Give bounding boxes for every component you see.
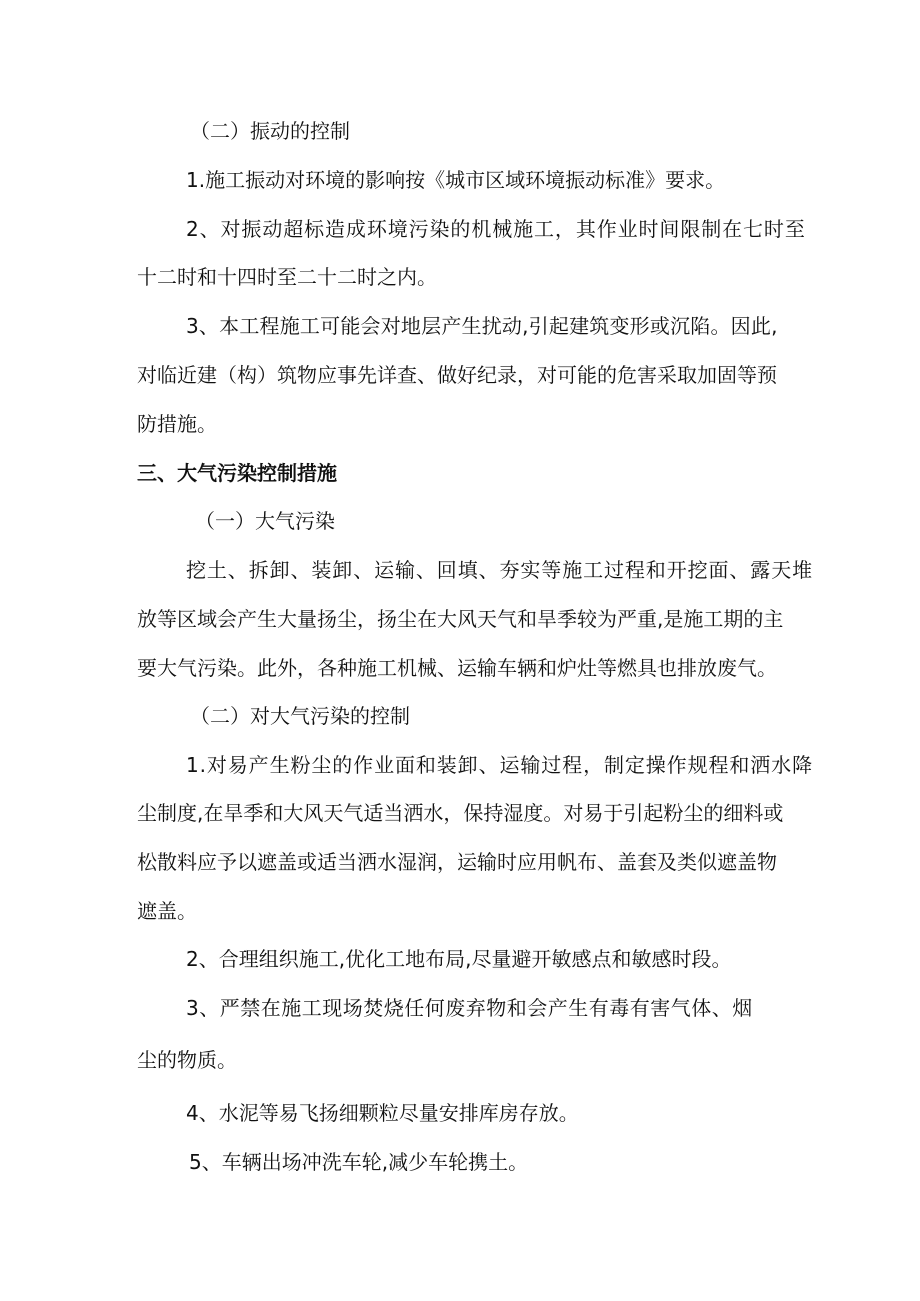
air-control-item-3-line-2: 尘的物质。 — [137, 1048, 237, 1072]
vibration-item-3-line-2: 对临近建（构）筑物应事先详查、做好纪录，对可能的危害采取加固等预 — [137, 363, 777, 387]
air-control-item-5: 5、车辆出场冲洗车轮,减少车轮携土。 — [189, 1150, 529, 1174]
vibration-item-2-line-2: 十二时和十四时至二十二时之内。 — [137, 265, 437, 289]
air-control-item-3-line-1: 3、严禁在施工现场焚烧任何废弃物和会产生有毒有害气体、烟 — [186, 996, 753, 1020]
vibration-item-3-line-3: 防措施。 — [137, 412, 217, 436]
air-control-item-1-line-3: 松散料应予以遮盖或适当洒水湿润，运输时应用帆布、盖套及类似遮盖物 — [137, 850, 777, 874]
air-control-item-1-line-1: 1.对易产生粉尘的作业面和装卸、运输过程，制定操作规程和洒水降 — [186, 753, 813, 777]
air-control-item-4: 4、水泥等易飞扬细颗粒尽量安排库房存放。 — [186, 1101, 579, 1125]
air-control-item-1-line-2: 尘制度,在旱季和大风天气适当洒水，保持湿度。对易于引起粉尘的细料或 — [137, 801, 784, 825]
subheading-air-pollution-control: （二）对大气污染的控制 — [190, 704, 410, 728]
vibration-item-2-line-1: 2、对振动超标造成环境污染的机械施工，其作业时间限制在七时至 — [186, 217, 806, 241]
air-pollution-para-line-1: 挖土、拆卸、装卸、运输、回填、夯实等施工过程和开挖面、露天堆 — [186, 558, 813, 582]
subheading-vibration-control: （二）振动的控制 — [190, 119, 350, 143]
air-control-item-1-line-4: 遮盖。 — [137, 899, 197, 923]
air-pollution-para-line-3: 要大气污染。此外，各种施工机械、运输车辆和炉灶等燃具也排放废气。 — [137, 656, 777, 680]
air-control-item-2: 2、合理组织施工,优化工地布局,尽量避开敏感点和敏感时段。 — [186, 947, 732, 971]
vibration-item-1: 1.施工振动对环境的影响按《城市区域环境振动标准》要求。 — [186, 168, 726, 192]
vibration-item-3-line-1: 3、本工程施工可能会对地层产生扰动,引起建筑变形或沉陷。因此, — [186, 314, 778, 338]
subheading-air-pollution: （一）大气污染 — [195, 509, 335, 533]
section-heading-air-pollution: 三、大气污染控制措施 — [137, 461, 337, 485]
air-pollution-para-line-2: 放等区域会产生大量扬尘，扬尘在大风天气和旱季较为严重,是施工期的主 — [137, 607, 784, 631]
